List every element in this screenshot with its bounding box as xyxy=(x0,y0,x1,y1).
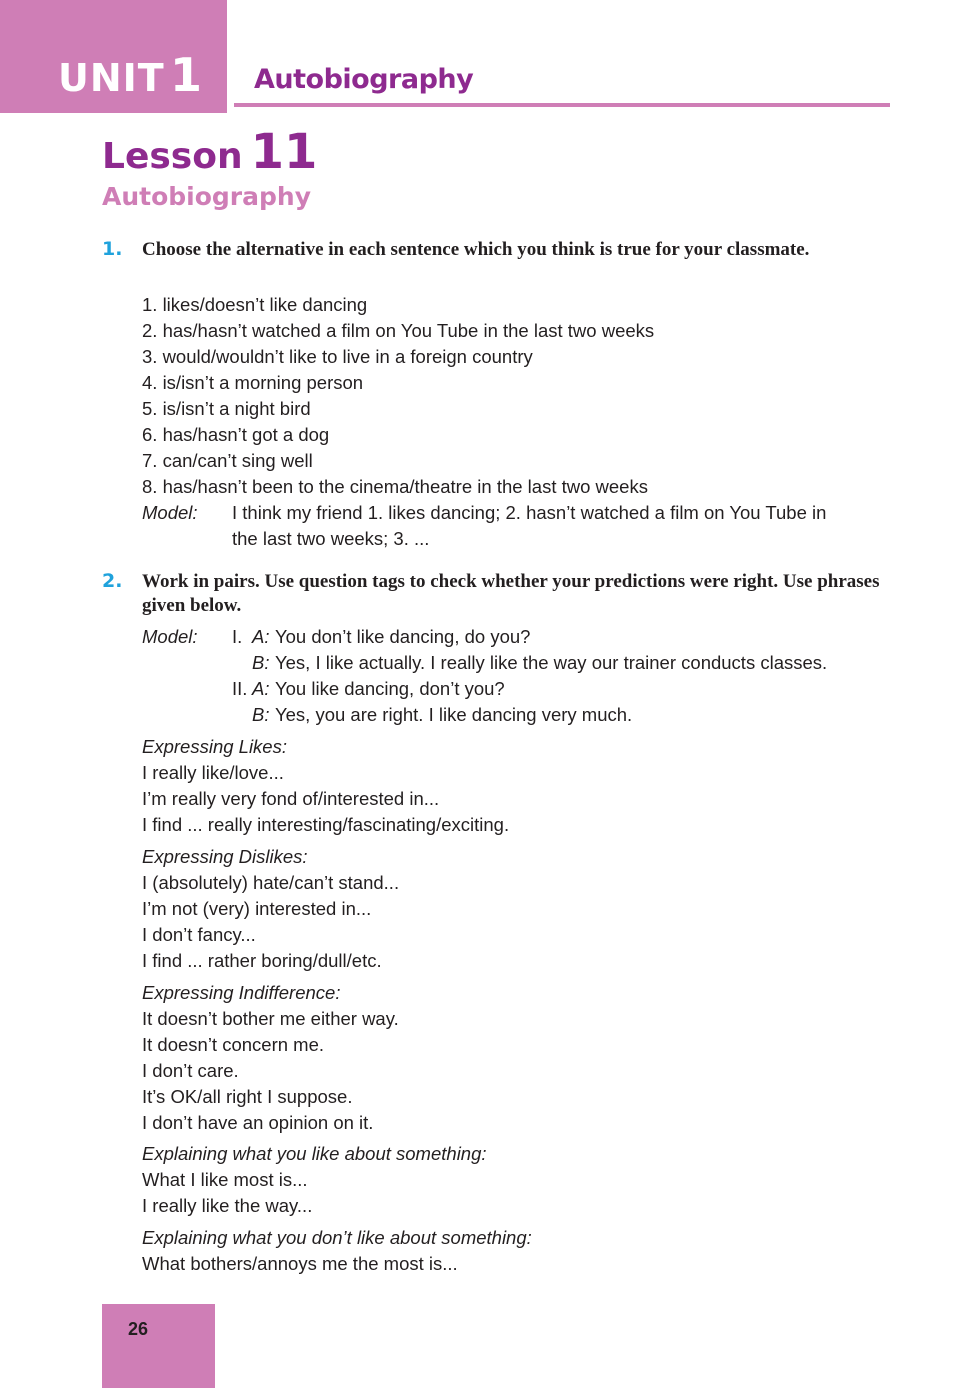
speaker-b-label: B: xyxy=(252,704,270,725)
speaker-a-text: You don’t like dancing, do you? xyxy=(275,626,531,647)
exercise-2-number: 2. xyxy=(102,570,123,592)
phrase: I really like the way... xyxy=(142,1195,313,1216)
page-number: 26 xyxy=(128,1319,149,1339)
phrase-group-heading: Expressing Likes: xyxy=(142,736,287,757)
exercise-2-model-label: Model: xyxy=(142,626,198,647)
phrase: It doesn’t concern me. xyxy=(142,1034,325,1055)
phrase: I don’t have an opinion on it. xyxy=(142,1112,374,1133)
phrase: I’m not (very) interested in... xyxy=(142,898,372,919)
phrase: I don’t fancy... xyxy=(142,924,256,945)
lesson-number: 11 xyxy=(250,124,318,180)
speaker-a-label: A: xyxy=(252,678,270,699)
unit-title: Autobiography xyxy=(254,64,474,95)
phrase: I find ... rather boring/dull/etc. xyxy=(142,950,382,971)
phrase: I really like/love... xyxy=(142,762,284,783)
phrase: I find ... really interesting/fascinating/exciting. xyxy=(142,814,510,835)
speaker-b-text: Yes, you are right. I like dancing very much. xyxy=(275,704,633,725)
page-number-tab xyxy=(102,1304,215,1388)
exercise-2-instruction: Work in pairs. Use question tags to check whether your predictions were right. Use phrases given below. xyxy=(142,571,880,616)
phrase-group-heading: Explaining what you don’t like about something: xyxy=(142,1227,532,1248)
exercise-1-item: 8. has/hasn’t been to the cinema/theatre in the last two weeks xyxy=(142,476,648,497)
speaker-b-text: Yes, I like actually. I really like the way our trainer conducts classes. xyxy=(275,652,828,673)
exercise-1-model-text: the last two weeks; 3. ... xyxy=(232,528,430,549)
phrase: I don’t care. xyxy=(142,1060,239,1081)
phrase: What I like most is... xyxy=(142,1169,308,1190)
exercise-1-item: 4. is/isn’t a morning person xyxy=(142,372,364,393)
unit-banner xyxy=(0,0,227,113)
speaker-a-text: You like dancing, don’t you? xyxy=(275,678,505,699)
header-divider xyxy=(234,103,890,107)
speaker-b-label: B: xyxy=(252,652,270,673)
unit-number: 1 xyxy=(170,48,203,102)
exercise-1-model-label: Model: xyxy=(142,502,198,523)
lesson-title xyxy=(102,124,317,180)
phrase: I’m really very fond of/interested in... xyxy=(142,788,440,809)
phrase: What bothers/annoys me the most is... xyxy=(142,1253,458,1274)
phrase-group-heading: Expressing Indifference: xyxy=(142,982,341,1003)
lesson-word: Lesson xyxy=(102,136,243,177)
speaker-a-label: A: xyxy=(252,626,270,647)
exercise-1-item: 7. can/can’t sing well xyxy=(142,450,313,471)
dialogue-roman-numeral: I. xyxy=(232,626,243,647)
dialogue-roman-numeral: II. xyxy=(232,678,248,699)
phrase-group-heading: Expressing Dislikes: xyxy=(142,846,308,867)
exercise-1-number: 1. xyxy=(102,238,123,260)
phrase: I (absolutely) hate/can’t stand... xyxy=(142,872,400,893)
exercise-1-item: 2. has/hasn’t watched a film on You Tube in the last two weeks xyxy=(142,320,655,341)
exercise-1-item: 6. has/hasn’t got a dog xyxy=(142,424,330,445)
exercise-1-item: 3. would/wouldn’t like to live in a foreign country xyxy=(142,346,533,367)
phrase-group-heading: Explaining what you like about something: xyxy=(142,1143,487,1164)
unit-label: UNIT xyxy=(58,56,165,100)
phrase: It’s OK/all right I suppose. xyxy=(142,1086,353,1107)
lesson-subtitle: Autobiography xyxy=(102,182,311,211)
phrase: It doesn’t bother me either way. xyxy=(142,1008,399,1029)
exercise-1-item: 1. likes/doesn’t like dancing xyxy=(142,294,368,315)
exercise-1-item: 5. is/isn’t a night bird xyxy=(142,398,311,419)
exercise-1-model-text: I think my friend 1. likes dancing; 2. hasn’t watched a film on You Tube in xyxy=(232,502,827,523)
exercise-1-instruction: Choose the alternative in each sentence which you think is true for your classmate. xyxy=(142,239,810,260)
